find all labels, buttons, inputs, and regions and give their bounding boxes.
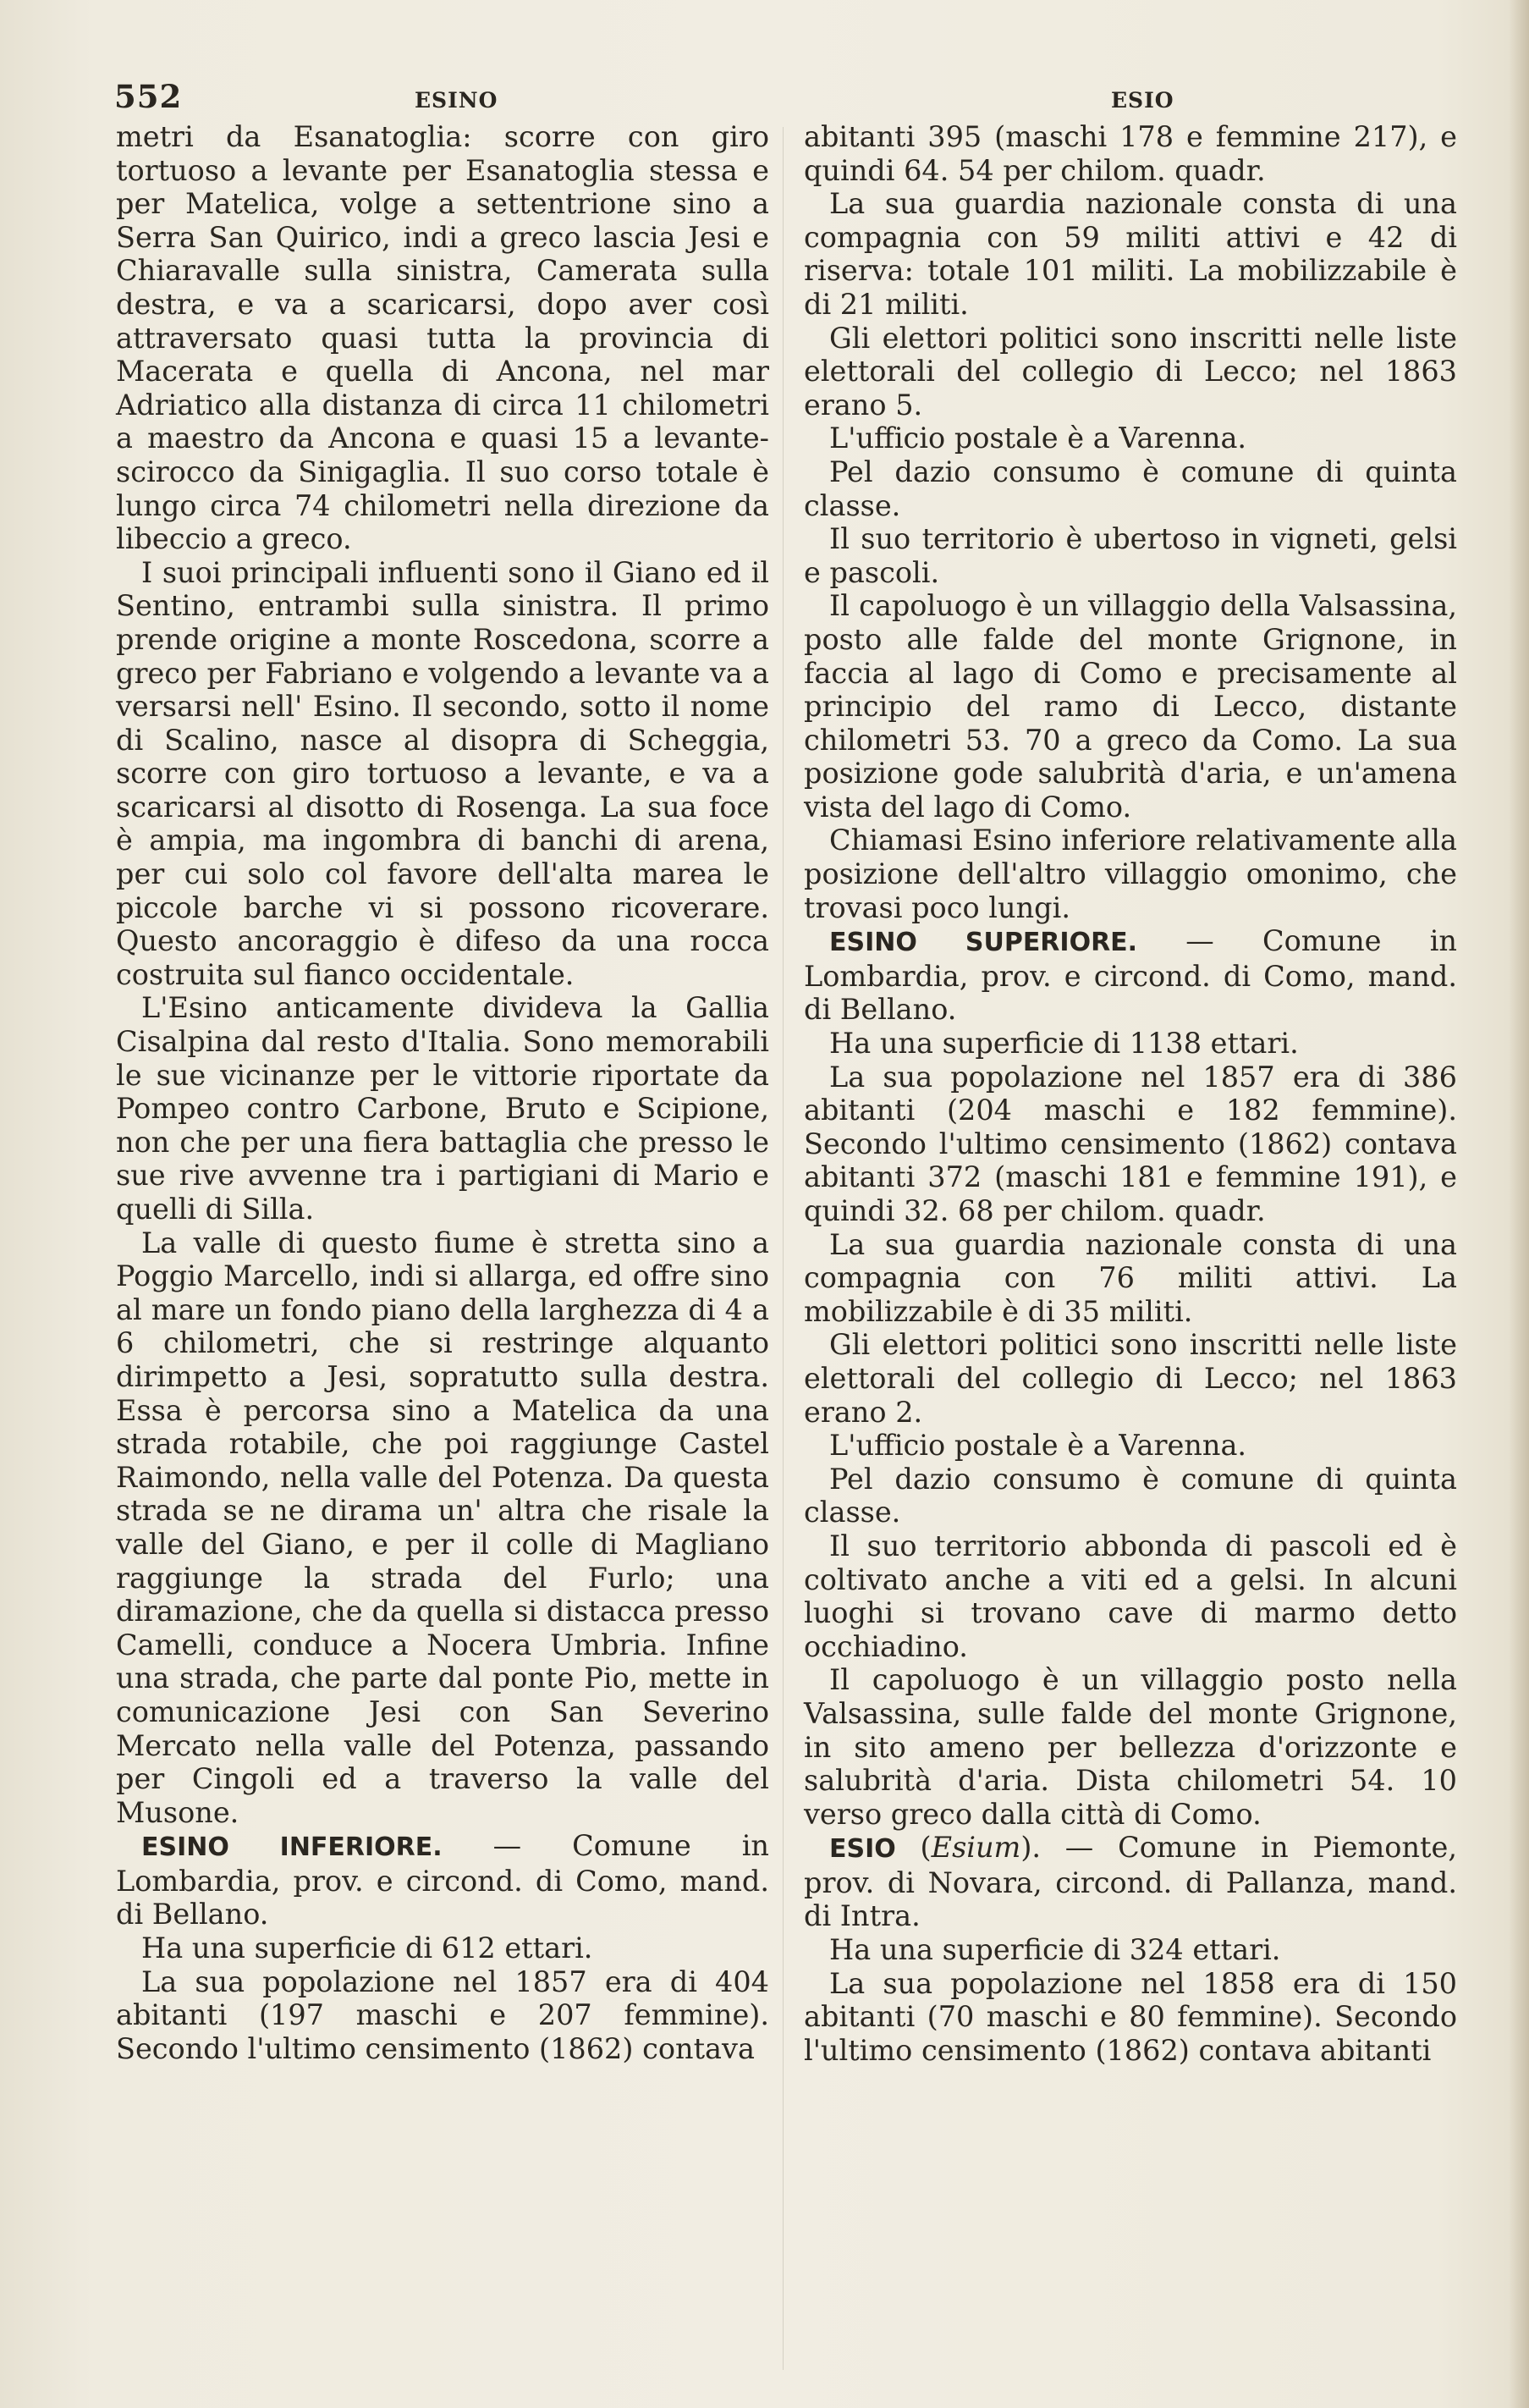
right-column xyxy=(804,120,1457,2067)
right-paragraph-12: La sua guardia nazionale consta di una compagnia con 76 militi attivi. La mobilizzabile è di 35 militi. xyxy=(804,1227,1457,1328)
right-paragraph-4: L'ufficio postale è a Varenna. xyxy=(829,422,1247,455)
left-running-head: ESINO xyxy=(415,88,498,113)
entry-esio: ESIO (Esium). — Comune in Piemonte, prov. di Novara, circond. di Pallanza, mand. di Intra. xyxy=(804,1831,1457,1933)
right-paragraph-7: Il capoluogo è un villaggio della Valsassina, posto alle falde del monte Grignone, in faccia al lago di Como e precisamente al principio del ramo di Lecco, distante chilometri 53. 70 a greco da Como. La sua posizione gode salubrità d'aria, e un'amena vista del lago di Como. xyxy=(804,589,1457,824)
entry-title: ESINO SUPERIORE. xyxy=(829,928,1138,958)
page-number: 552 xyxy=(114,78,183,115)
page-header xyxy=(0,78,1529,120)
left-paragraph-1: metri da Esanatoglia: scorre con giro tortuoso a levante per Esanatoglia stessa e per Matelica, volge a settentrione sino a Serra San Quirico, indi a greco lascia Jesi e Chiaravalle sulla sinistra, Camerata sulla destra, e va a scaricarsi, dopo aver così attraversato quasi tutta la provincia di Macerata e quella di Ancona, nel mar Adriatico alla distanza di circa 11 chilometri a maestro da Ancona e quasi 15 a levante-scirocco da Sinigaglia. Il suo corso totale è lungo circa 74 chilometri nella direzione da libeccio a greco. xyxy=(116,120,769,556)
entry-latin-name: Esium xyxy=(931,1831,1021,1865)
column-divider xyxy=(783,127,784,2370)
right-paragraph-20: La sua popolazione nel 1858 era di 150 abitanti (70 maschi e 80 femmine). Secondo l'ultimo censimento (1862) contava abitanti xyxy=(804,1966,1457,2067)
entry-esino-inferiore xyxy=(116,1829,769,1931)
page-edge-shadow xyxy=(1509,0,1529,2408)
right-paragraph-11: La sua popolazione nel 1857 era di 386 abitanti (204 maschi e 182 femmine). Secondo l'ultimo censimento (1862) contava abitanti 372 (maschi 181 e femmine 191), e quindi 32. 68 per chilom. quadr. xyxy=(804,1060,1457,1227)
left-paragraph-2: I suoi principali influenti sono il Giano ed il Sentino, entrambi sulla sinistra. Il primo prende origine a monte Roscedona, scorre a greco per Fabriano e volgendo a levante va a versarsi nell' Esino. Il secondo, sotto il nome di Scalino, nasce al disopra di Scheggia, scorre con giro tortuoso a levante, e va a scaricarsi al disotto di Rosenga. La sua foce è ampia, ma ingombra di banchi di arena, per cui solo col favore dell'alta marea le piccole barche vi si possono ricoverare. Questo ancoraggio è difeso da una rocca costruita sul fianco occidentale. xyxy=(116,555,769,991)
left-paragraph-6: Ha una superficie di 612 ettari. xyxy=(141,1931,593,1965)
right-paragraph-19: Ha una superficie di 324 ettari. xyxy=(829,1933,1281,1967)
entry-title: ESINO INFERIORE. xyxy=(141,1832,443,1863)
right-paragraph-10: Ha una superficie di 1138 ettari. xyxy=(829,1027,1299,1061)
right-paragraph-2: La sua guardia nazionale consta di una compagnia con 59 militi attivi e 42 di riserva: totale 101 militi. La mobilizzabile è di 21 militi. xyxy=(804,187,1457,321)
entry-text: — Comune in Piemonte, prov. di Novara, circond. di Pallanza, mand. di Intra. xyxy=(804,1831,1457,1933)
right-paragraph-13: Gli elettori politici sono inscritti nelle liste elettorali del collegio di Lecco; nel 1863 erano 2. xyxy=(804,1328,1457,1429)
right-paragraph-1: abitanti 395 (maschi 178 e femmine 217), e quindi 64. 54 per chilom. quadr. xyxy=(804,120,1457,187)
left-paragraph-3: L'Esino anticamente divideva la Gallia Cisalpina dal resto d'Italia. Sono memorabili le sue vicinanze per le vittorie riportate da Pompeo contro Carbone, Bruto e Scipione, non che per una fiera battaglia che presso le sue rive avvenne tra i partigiani di Mario e quelli di Silla. xyxy=(116,991,769,1226)
right-paragraph-17: Il capoluogo è un villaggio posto nella Valsassina, sulle falde del monte Grignone, in sito ameno per bellezza d'orizzonte e salubrità d'aria. Dista chilometri 54. 10 verso greco dalla città di Como. xyxy=(804,1663,1457,1831)
left-paragraph-7: La sua popolazione nel 1857 era di 404 abitanti (197 maschi e 207 femmine). Secondo l'ultimo censimento (1862) contava xyxy=(116,1964,769,2065)
right-paragraph-15: Pel dazio consumo è comune di quinta classe. xyxy=(804,1462,1457,1529)
left-paragraph-4: La valle di questo fiume è stretta sino a Poggio Marcello, indi si allarga, ed offre sino al mare un fondo piano della larghezza di 4 a 6 chilometri, che si restringe alquanto dirimpetto a Jesi, sopratutto sulla destra. Essa è percorsa sino a Matelica da una strada rotabile, che poi raggiunge Castel Raimondo, nella valle del Potenza. Da questa strada se ne dirama un' altra che risale la valle del Giano, e per il colle di Magliano raggiunge la strada del Furlo; una diramazione, che da quella si distacca presso Camelli, conduce a Nocera Umbria. Infine una strada, che parte dal ponte Pio, mette in comunicazione Jesi con San Severino Mercato nella valle del Potenza, passando per Cingoli ed a traverso la valle del Musone. xyxy=(116,1226,769,1829)
right-paragraph-8: Chiamasi Esino inferiore relativamente alla posizione dell'altro villaggio omonimo, che trovasi poco lungi. xyxy=(804,824,1457,924)
right-paragraph-3: Gli elettori politici sono inscritti nelle liste elettorali del collegio di Lecco; nel 1863 erano 5. xyxy=(804,321,1457,422)
entry-esino-superiore xyxy=(804,924,1457,1027)
entry-text: — Comune in Lombardia, prov. e circond. di Como, mand. di Bellano. xyxy=(116,1829,770,1931)
right-running-head: ESIO xyxy=(1111,88,1174,113)
entry-title: ESIO xyxy=(829,1834,896,1865)
right-paragraph-16: Il suo territorio abbonda di pascoli ed è coltivato anche a viti ed a gelsi. In alcuni luoghi si trovano cave di marmo detto occhiadino. xyxy=(804,1529,1457,1663)
entry-text: — Comune in Lombardia, prov. e circond. di Como, mand. di Bellano. xyxy=(804,924,1457,1027)
right-paragraph-5: Pel dazio consumo è comune di quinta classe. xyxy=(804,455,1457,522)
left-column xyxy=(116,120,769,2065)
right-paragraph-6: Il suo territorio è ubertoso in vigneti, gelsi e pascoli. xyxy=(804,522,1457,589)
right-paragraph-14: L'ufficio postale è a Varenna. xyxy=(829,1429,1247,1463)
